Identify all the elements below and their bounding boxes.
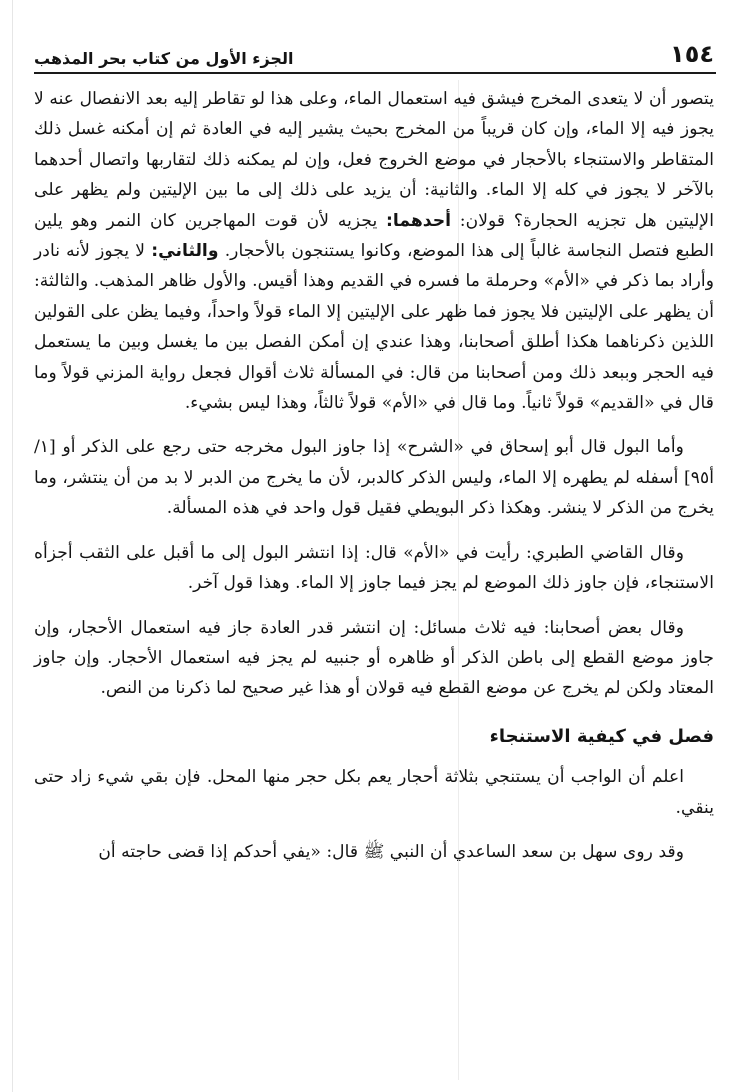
paragraph-3: وقال القاضي الطبري: رأيت في «الأم» قال: إذا انتشر البول إلى ما أقبل على الثقب أجزأه الاستنجاء، فإن جاوز ذلك الموضع لم يجز فيما جاوز إلا الماء. وهذا قول آخر. xyxy=(34,542,714,594)
paragraph-1-part-2: يجزيه لأن قوت المهاجرين كان النمر وهو يلين الطبع فتصل النجاسة غالباً إلى هذا الموضع، وكانوا يستنجون بالأحجار. xyxy=(34,210,715,262)
paragraph-6: وقد روى سهل بن سعد الساعدي أن النبي ﷺ قال: «يفي أحدكم إذا قضى حاجته أن xyxy=(98,841,684,862)
section-heading: فصل في كيفية الاستنجاء xyxy=(489,725,714,747)
paragraph-1-part-3: لا يجوز لأنه نادر وأراد بما ذكر في «الأم» وحرملة ما فسره في القديم وهذا أقيس. والأول ظاهر المذهب. والثالثة: أن يظهر على الإليتين فلا يجوز فما ظهر على الإليتين إلا الماء قولاً واحداً، وفيما يظن على القولين اللذين ذكرناهما هكذا أطلق أصحابنا، وهذا عندي إن أمكن الفصل بين ما يغسل وبين ما يستعمل فيه الحجر وببعد ذلك ومن أصحابنا من قال: في المسألة ثلاث أقوال فجعل رواية المزني قولاً وما قال في «القديم» قولاً ثانياً. وما قال في «الأم» قولاً ثالثاً، وهذا ليس بشيء. xyxy=(34,241,714,414)
paragraph-5: اعلم أن الواجب أن يستنجي بثلاثة أحجار يعم بكل حجر منها المحل. فإن بقي شيء زاد حتى ينقي. xyxy=(34,767,714,818)
paragraph-4: وقال بعض أصحابنا: فيه ثلاث مسائل: إن انتشر قدر العادة جاز فيه استعمال الأحجار، وإن جاوز موضع القطع إلى باطن الذكر أو ظاهره أو جنبيه لم يجز فيه استعمال الأحجار. وإن جاوز المعتاد ولكن لم يخرج عن موضع القطع فيه قولان أو هذا غير صحيح لما ذكرنا من النص. xyxy=(34,617,714,699)
paragraph-1 xyxy=(34,84,714,418)
body-text xyxy=(34,84,714,881)
bold-label-second: والثاني: xyxy=(151,241,219,262)
header-rule xyxy=(34,72,716,74)
scan-margin-line xyxy=(12,0,13,1092)
running-title: الجزء الأول من كتاب بحر المذهب xyxy=(34,49,294,68)
paragraph-1-part-1: يتصور أن لا يتعدى المخرج فيشق فيه استعمال الماء، وعلى هذا لو تقاطر إليه بعد الانفصال عنه لا يجوز فيه إلا الماء، وإن كان قريباً من المخرج بحيث يشير إليه في العادة ثم إن أمكنه غسل ذلك المتقاطر والاستنجاء بالأحجار في موضع الخروج فعل، وإن لم يمكنه ذلك لتقاربها واتصال أحدهما بالآخر لا يجوز في كله إلا الماء. والثانية: أن يزيد على ذلك إلى ما بين الإليتين ولم يظهر على الإليتين هل تجزيه الحجارة؟ قولان: xyxy=(34,89,714,231)
bold-label-first: أحدهما: xyxy=(386,210,452,231)
page-header xyxy=(34,28,714,68)
paragraph-2: وأما البول قال أبو إسحاق في «الشرح» إذا جاوز البول مخرجه حتى رجع على الذكر أو [١/أ٩٥] أسفله لم يطهره إلا الماء، وليس الذكر كالدبر، لأن ما يخرج من الدبر لا بد من أن ينتشر، وما يخرج من الذكر لا ينشر. وهكذا ذكر البويطي فقيل قول واحد في هذه المسألة. xyxy=(34,437,714,519)
page-number: ١٥٤ xyxy=(670,40,714,68)
